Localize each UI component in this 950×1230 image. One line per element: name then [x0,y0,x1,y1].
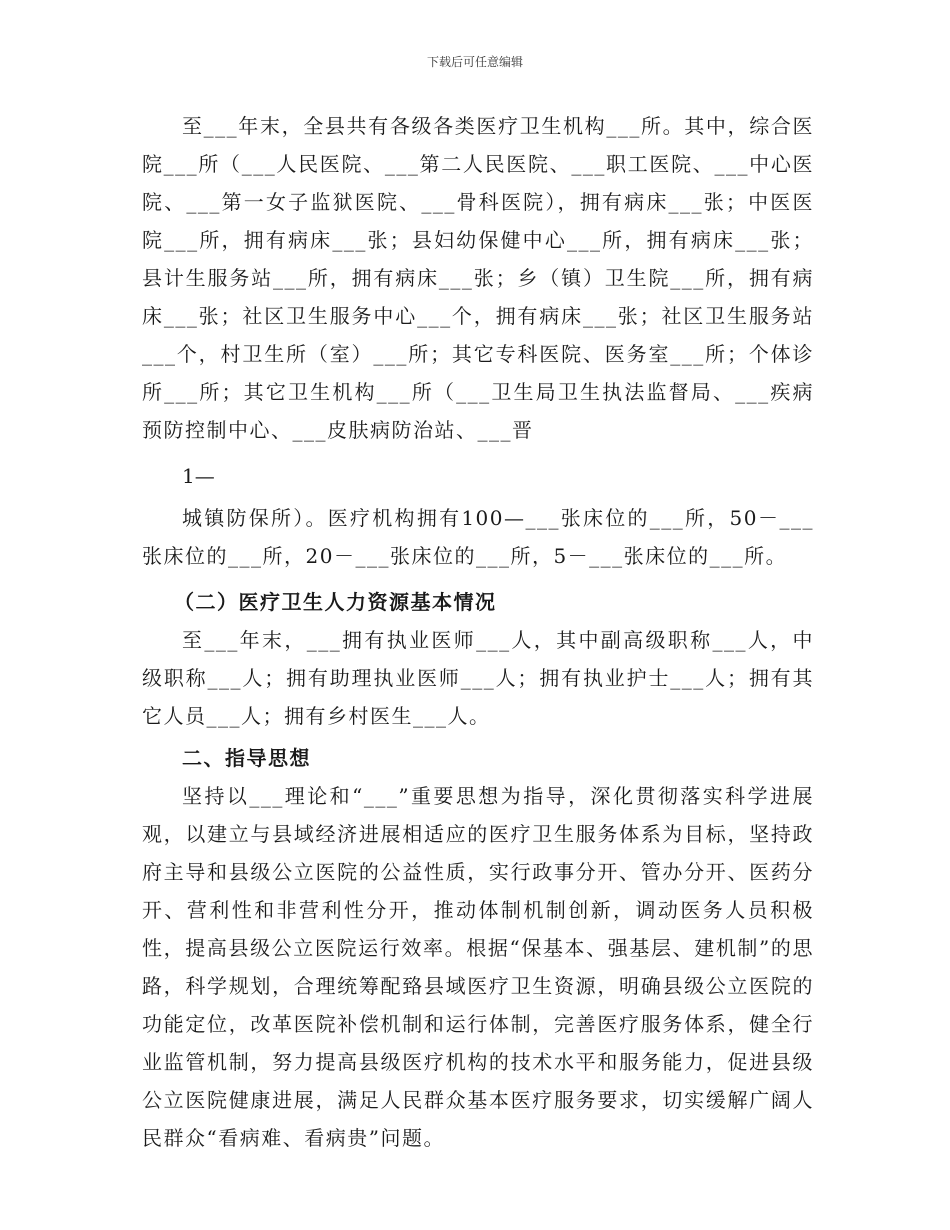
section-heading-guiding-ideology: 二、指导思想 [182,746,311,770]
document-body [142,107,814,1157]
page-number: 1— [182,464,215,488]
section-heading-human-resources: （二）医疗卫生人力资源基本情况 [174,590,497,614]
paragraph-guiding-ideology: 坚持以___理论和“___”重要思想为指导，深化贯彻落实科学进展观，以建立与县域经济进展相适应的医疗卫生服务体系为目标，坚持政府主导和县级公立医院的公益性质，实行政事分开、管办分开、医药分开、营利性和非营利性分开，推动体制机制创新，调动医务人员积极性，提高县级公立医院运行效率。根据“保基本、强基层、建机制”的思路，科学规划，合理统筹配臵县域医疗卫生资源，明确县级公立医院的功能定位，改革医院补偿机制和运行体制，完善医疗服务体系，健全行业监管机制，努力提高县级医疗机构的技术水平和服务能力，促进县级公立医院健康进展，满足人民群众基本医疗服务要求，切实缓解广阔人民群众“看病难、看病贵”问题。 [142,784,814,1150]
paragraph-human-resources: 至___年末，___拥有执业医师___人，其中副高级职称___人，中级职称___人；拥有助理执业医师___人；拥有执业护士___人；拥有其它人员___人；拥有乡村医生___人。 [142,628,814,728]
page-header: 下载后可任意编辑 [426,55,523,69]
paragraph-institutions: 至___年末，全县共有各级各类医疗卫生机构___所。其中，综合医院___所（___人民医院、___第二人民医院、___职工医院、___中心医院、___第一女子监狱医院、___骨科医院），拥有病床___张；中医医院___所，拥有病床___张；县妇幼保健中心___所，拥有病床___张；县计生服务站___所，拥有病床___张；乡（镇）卫生院___所，拥有病床___张；社区卫生服务中心___个，拥有病床___张；社区卫生服务站___个，村卫生所（室）___所；其它专科医院、医务室___所；个体诊所___所；其它卫生机构___所（___卫生局卫生执法监督局、___疾病预防控制中心、___皮肤病防治站、___晋 [142,114,814,442]
paragraph-bed-distribution: 城镇防保所）。医疗机构拥有100—___张床位的___所，50－___张床位的___所，20－___张床位的___所，5－___张床位的___所。 [142,506,814,568]
